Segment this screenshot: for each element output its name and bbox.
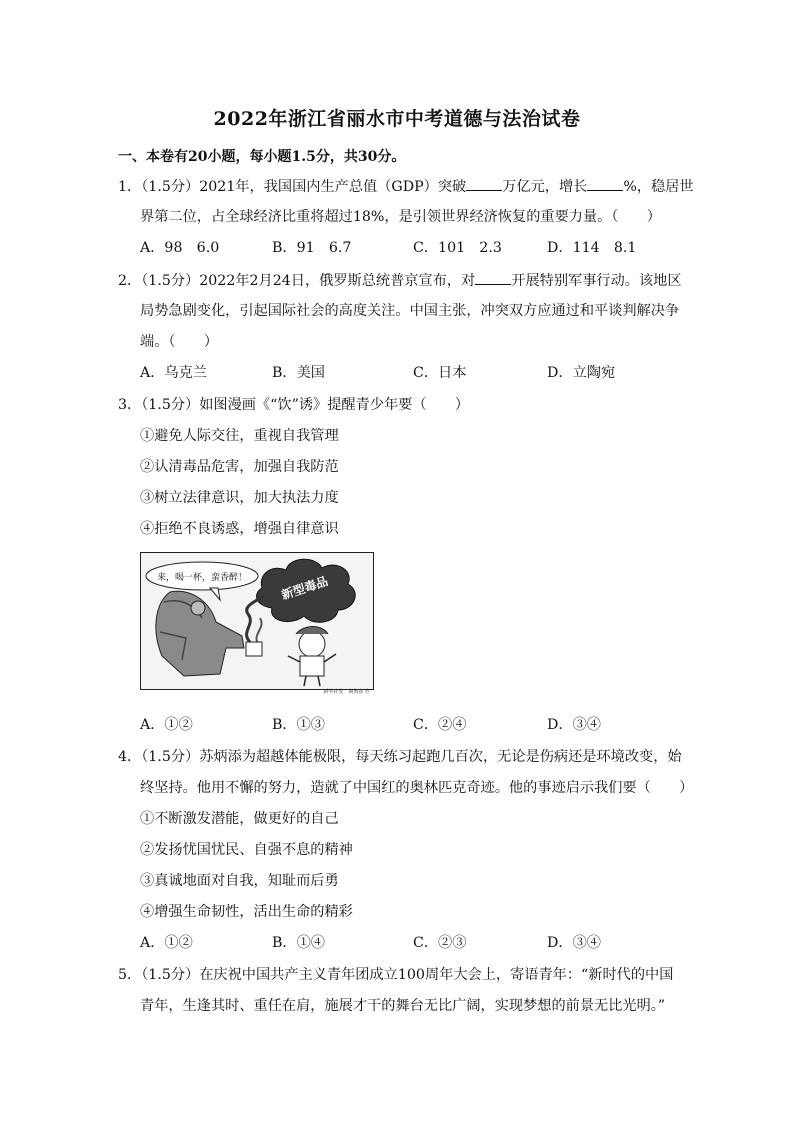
page-title: 2022年浙江省丽水市中考道德与法治试卷 <box>213 108 581 130</box>
q2-text-a: 2．（1.5分）2022年2月24日，俄罗斯总统普京宣布，对 <box>118 273 476 289</box>
q2-option-d: D．立陶宛 <box>547 365 616 381</box>
q1-text-c: %，稳居世 <box>623 179 694 195</box>
section-heading: 一、本卷有20小题，每小题1.5分，共30分。 <box>118 149 406 165</box>
q5-line-2: 青年，生逢其时、重任在肩，施展才干的舞台无比广阔，实现梦想的前景无比光明。” <box>140 998 666 1014</box>
q4-item-4: ④增强生命韧性，活出生命的精彩 <box>140 904 353 920</box>
q2-blank <box>475 270 511 285</box>
q1-blank-1 <box>466 176 502 191</box>
q1-line-2: 界第二位，占全球经济比重将超过18%，是引领世界经济恢复的重要力量。（ ） <box>140 209 661 225</box>
q4-option-a: A．①② <box>140 935 193 951</box>
q3-option-c: C．②④ <box>413 717 467 733</box>
q2-line-2: 局势急剧变化，引起国际社会的高度关注。中国主张，冲突双方应通过和平谈判解决争 <box>140 303 680 319</box>
cartoon-credit: 新华社发 商海春 作 <box>323 689 370 694</box>
q1-text-b: 万亿元，增长 <box>502 179 588 195</box>
q5-line-1: 5．（1.5分）在庆祝中国共产主义青年团成立100周年大会上，寄语青年：“新时代的中国 <box>118 967 674 983</box>
q3-line-1: 3．（1.5分）如图漫画《“饮”诱》提醒青少年要（ ） <box>118 397 470 413</box>
q1-text-a: 1．（1.5分）2021年，我国国内生产总值（GDP）突破 <box>118 179 467 195</box>
q1-option-b: B．91 6.7 <box>272 240 352 256</box>
q4-line-1: 4．（1.5分）苏炳添为超越体能极限，每天练习起跑几百次，无论是伤病还是环境改变，始 <box>118 749 682 765</box>
q3-item-1: ①避免人际交往，重视自我管理 <box>140 428 339 444</box>
q1-blank-2 <box>587 176 623 191</box>
q4-line-2: 终坚持。他用不懈的努力，造就了中国红的奥林匹克奇迹。他的事迹启示我们要（ ） <box>140 780 694 796</box>
q3-item-2: ②认清毒品危害，加强自我防范 <box>140 459 339 475</box>
q3-option-d: D．③④ <box>547 717 601 733</box>
q3-option-a: A．①② <box>140 717 193 733</box>
q4-item-2: ②发扬忧国忧民、自强不息的精神 <box>140 842 353 858</box>
q4-item-3: ③真诚地面对自我，知耻而后勇 <box>140 873 339 889</box>
q1-option-d: D．114 8.1 <box>547 240 637 256</box>
cartoon-cloud-text: 新型毒品 <box>279 574 330 603</box>
q3-option-b: B．①③ <box>272 717 325 733</box>
cartoon-image <box>140 552 374 694</box>
q3-item-4: ④拒绝不良诱惑，增强自律意识 <box>140 521 339 537</box>
cartoon-bubble-text: 来，喝一杯，蛮香醉！ <box>156 573 248 583</box>
q1-line-1 <box>118 176 694 197</box>
q2-option-b: B．美国 <box>272 365 325 381</box>
q2-option-c: C．日本 <box>413 365 467 381</box>
q1-option-c: C．101 2.3 <box>413 240 502 256</box>
q4-option-b: B．①④ <box>272 935 325 951</box>
q2-line-1 <box>118 270 682 291</box>
q1-option-a: A．98 6.0 <box>140 240 220 256</box>
q4-option-c: C．②③ <box>413 935 467 951</box>
q2-text-b: 开展特别军事行动。该地区 <box>511 273 682 289</box>
q2-line-3: 端。（ ） <box>140 334 219 350</box>
q4-option-d: D．③④ <box>547 935 601 951</box>
q4-item-1: ①不断激发潜能，做更好的自己 <box>140 811 339 827</box>
q3-item-3: ③树立法律意识，加大执法力度 <box>140 490 339 506</box>
q2-option-a: A．乌克兰 <box>140 365 207 381</box>
